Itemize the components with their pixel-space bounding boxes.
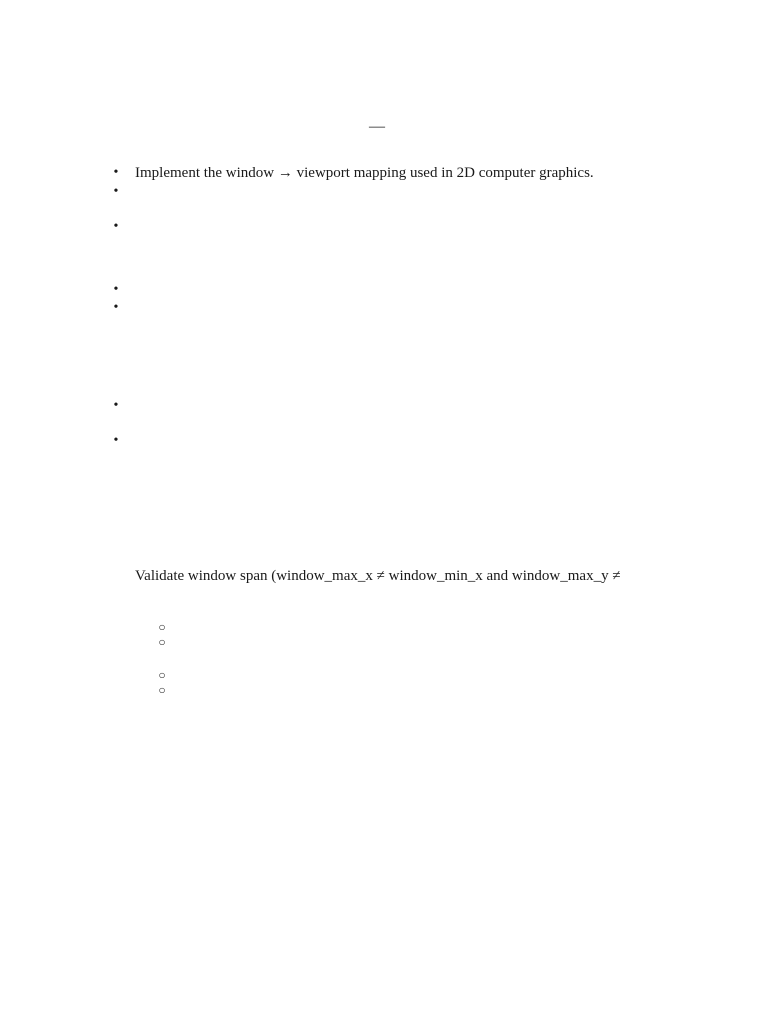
sub-bullet-marker: ○ — [158, 683, 166, 697]
bullet-marker: • — [113, 433, 119, 448]
bullet-marker: • — [113, 184, 119, 199]
validation-paragraph: Validate window span (window_max_x ≠ window_min_x and window_max_y ≠ — [135, 568, 621, 584]
sub-bullet-marker: ○ — [158, 635, 166, 649]
bullet-marker: • — [113, 165, 119, 180]
sub-bullet-marker: ○ — [158, 668, 166, 682]
bullet-marker: • — [113, 219, 119, 234]
sub-bullet-marker: ○ — [158, 620, 166, 634]
bullet-marker: • — [113, 398, 119, 413]
bullet-text: Implement the window → viewport mapping used in 2D computer graphics. — [135, 165, 594, 181]
document-title: — — [369, 118, 385, 135]
bullet-marker: • — [113, 282, 119, 297]
bullet-marker: • — [113, 300, 119, 315]
